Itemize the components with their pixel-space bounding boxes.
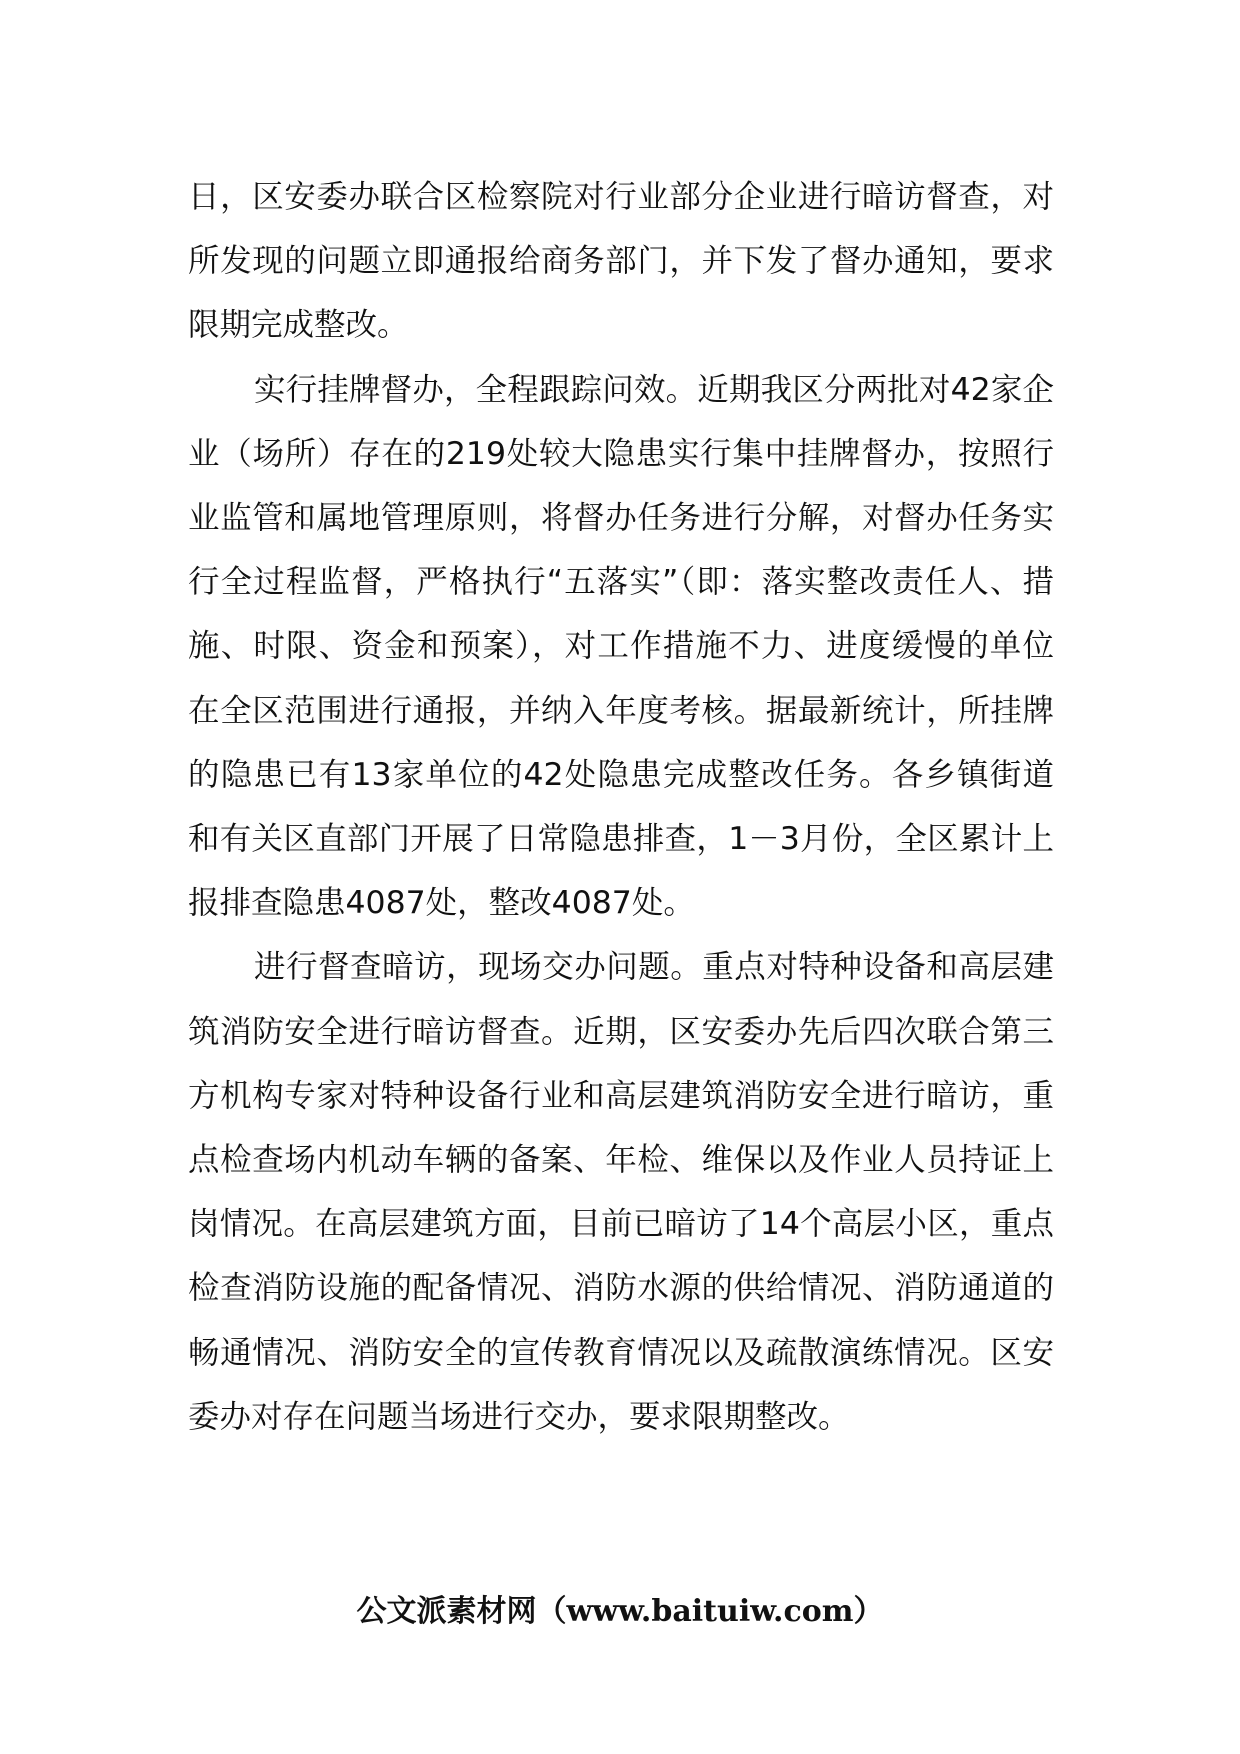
paragraph-listed-supervision: 实行挂牌督办，全程跟踪问效。近期我区分两批对42家企业（场所）存在的219处较大隐患实行集中挂牌督办，按照行业监管和属地管理原则，将督办任务进行分解，对督办任务实行全过程监督，严格执行“五落实”（即：落实整改责任人、措施、时限、资金和预案），对工作措施不力、进度缓慢的单位在全区范围进行通报，并纳入年度考核。据最新统计，所挂牌的隐患已有13家单位的42处隐患完成整改任务。各乡镇街道和有关区直部门开展了日常隐患排查，1－3月份，全区累计上报排查隐患4087处，整改4087处。 bbox=[188, 371, 1054, 922]
footer-watermark-text: 公文派素材网（www.baituiw.com） bbox=[356, 1594, 884, 1629]
document-body bbox=[188, 165, 1054, 1449]
paragraph-inspection-visits: 进行督查暗访，现场交办问题。重点对特种设备和高层建筑消防安全进行暗访督查。近期，区安委办先后四次联合第三方机构专家对特种设备行业和高层建筑消防安全进行暗访，重点检查场内机动车辆的备案、年检、维保以及作业人员持证上岗情况。在高层建筑方面，目前已暗访了14个高层小区，重点检查消防设施的配备情况、消防水源的供给情况、消防通道的畅通情况、消防安全的宣传教育情况以及疏散演练情况。区安委办对存在问题当场进行交办，要求限期整改。 bbox=[188, 949, 1054, 1435]
paragraph-continuation: 日，区安委办联合区检察院对行业部分企业进行暗访督查，对所发现的问题立即通报给商务部门，并下发了督办通知，要求限期完成整改。 bbox=[188, 179, 1054, 344]
